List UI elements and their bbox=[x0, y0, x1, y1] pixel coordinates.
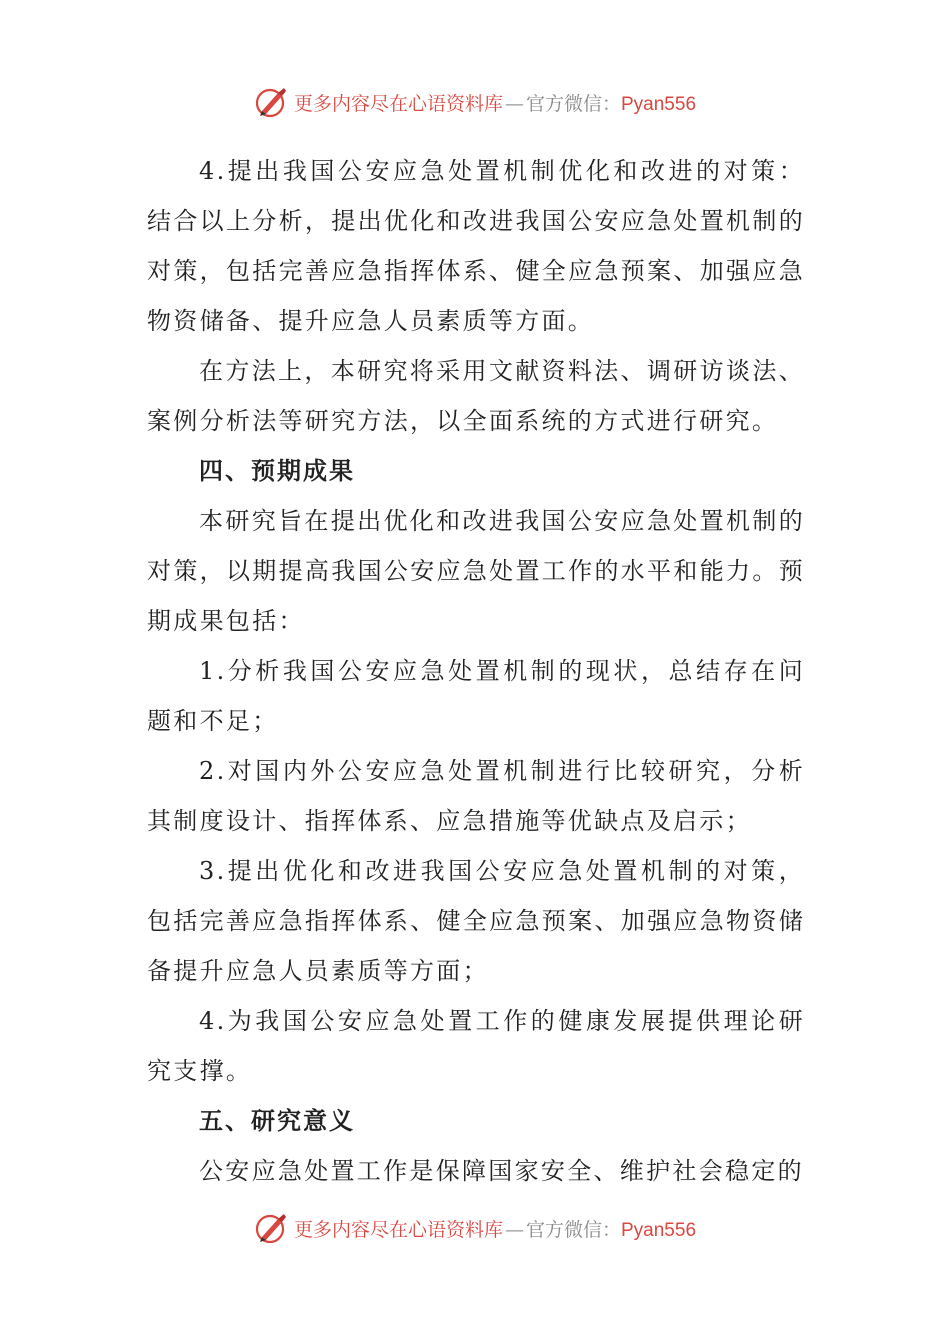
watermark-text bbox=[294, 1215, 696, 1242]
header-watermark bbox=[0, 82, 950, 122]
footer-watermark bbox=[0, 1208, 950, 1248]
watermark-id: Pyan556 bbox=[621, 93, 697, 115]
paragraph: 4.提出我国公安应急处置机制优化和改进的对策：结合以上分析，提出优化和改进我国公安应急处置机制的对策，包括完善应急指挥体系、健全应急预案、加强应急物资储备、提升应急人员素质等方面。 bbox=[147, 157, 805, 335]
pen-logo-icon bbox=[254, 85, 288, 119]
paragraph: 本研究旨在提出优化和改进我国公安应急处置机制的对策，以期提高我国公安应急处置工作的水平和能力。预期成果包括： bbox=[147, 507, 805, 635]
watermark-dash: — bbox=[504, 1218, 524, 1241]
section-heading: 五、研究意义 bbox=[199, 1107, 355, 1135]
watermark-label: 官方微信： bbox=[525, 92, 621, 115]
watermark-slogan: 更多内容尽在心语资料库 bbox=[293, 92, 503, 115]
watermark-dash: — bbox=[504, 92, 524, 115]
watermark-label: 官方微信： bbox=[525, 1218, 621, 1241]
list-item: 4.为我国公安应急处置工作的健康发展提供理论研究支撑。 bbox=[147, 1007, 805, 1085]
watermark-id: Pyan556 bbox=[621, 1219, 697, 1241]
list-item: 3.提出优化和改进我国公安应急处置机制的对策，包括完善应急指挥体系、健全应急预案、加强应急物资储备提升应急人员素质等方面； bbox=[147, 857, 805, 985]
paragraph: 在方法上，本研究将采用文献资料法、调研访谈法、案例分析法等研究方法，以全面系统的方式进行研究。 bbox=[147, 357, 805, 435]
watermark-slogan: 更多内容尽在心语资料库 bbox=[293, 1218, 503, 1241]
pen-logo-icon bbox=[254, 1211, 288, 1245]
watermark-text bbox=[294, 89, 696, 116]
list-item: 2.对国内外公安应急处置机制进行比较研究，分析其制度设计、指挥体系、应急措施等优缺点及启示； bbox=[147, 757, 805, 835]
list-item: 1.分析我国公安应急处置机制的现状，总结存在问题和不足； bbox=[147, 657, 805, 735]
paragraph: 公安应急处置工作是保障国家安全、维护社会稳定的 bbox=[199, 1157, 804, 1185]
section-heading: 四、预期成果 bbox=[199, 457, 355, 485]
document-body bbox=[147, 146, 805, 1196]
